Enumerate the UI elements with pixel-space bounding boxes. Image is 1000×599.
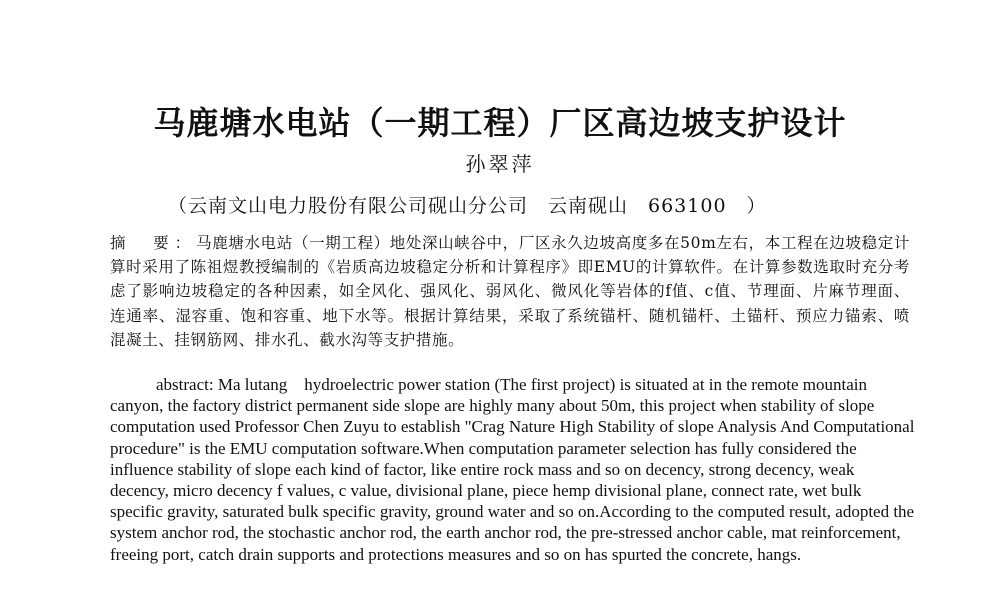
abstract-chinese xyxy=(110,231,910,352)
author-name: 孙翠萍 xyxy=(465,152,535,176)
author-affiliation: （云南文山电力股份有限公司砚山分公司 云南砚山 663100 ） xyxy=(168,195,767,217)
abstract-english-label: abstract: xyxy=(156,375,214,394)
abstract-english xyxy=(110,374,915,565)
abstract-chinese-label: 摘 要： xyxy=(110,234,197,252)
abstract-english-text: Ma lutang hydroelectric power station (The first project) is situated at in the remote mountain canyon, the factory district permanent side slope are highly many about 50m, this project when stability of slope computation used Professor Chen Zuyu to establish "Crag Nature High Stability of slope Analysis And Computational procedure" is the EMU computation software.When computation parameter selection has fully considered the influence stability of slope each kind of factor, like entire rock mass and so on decency, strong decency, weak decency, micro decency f values, c value, divisional plane, piece hemp divisional plane, connect rate, wet bulk specific gravity, saturated bulk specific gravity, ground water and so on.According to the computed result, adopted the system anchor rod, the stochastic anchor rod, the earth anchor rod, the pre-stressed anchor cable, mat reinforcement, freeing port, catch drain supports and protections measures and so on has spurted the concrete, hangs. xyxy=(110,375,915,564)
paper-title: 马鹿塘水电站（一期工程）厂区高边坡支护设计 xyxy=(153,104,847,142)
abstract-chinese-text: 马鹿塘水电站（一期工程）地处深山峡谷中，厂区永久边坡高度多在50m左右，本工程在边坡稳定计算时采用了陈祖煜教授编制的《岩质高边坡稳定分析和计算程序》即EMU的计算软件。在计算参数选取时充分考虑了影响边坡稳定的各种因素，如全风化、强风化、弱风化、微风化等岩体的f值、c值、节理面、片麻节理面、连通率、湿容重、饱和容重、地下水等。根据计算结果，采取了系统锚杆、随机锚杆、土锚杆、预应力锚索、喷混凝土、挂钢筋网、排水孔、截水沟等支护措施。 xyxy=(110,234,910,349)
